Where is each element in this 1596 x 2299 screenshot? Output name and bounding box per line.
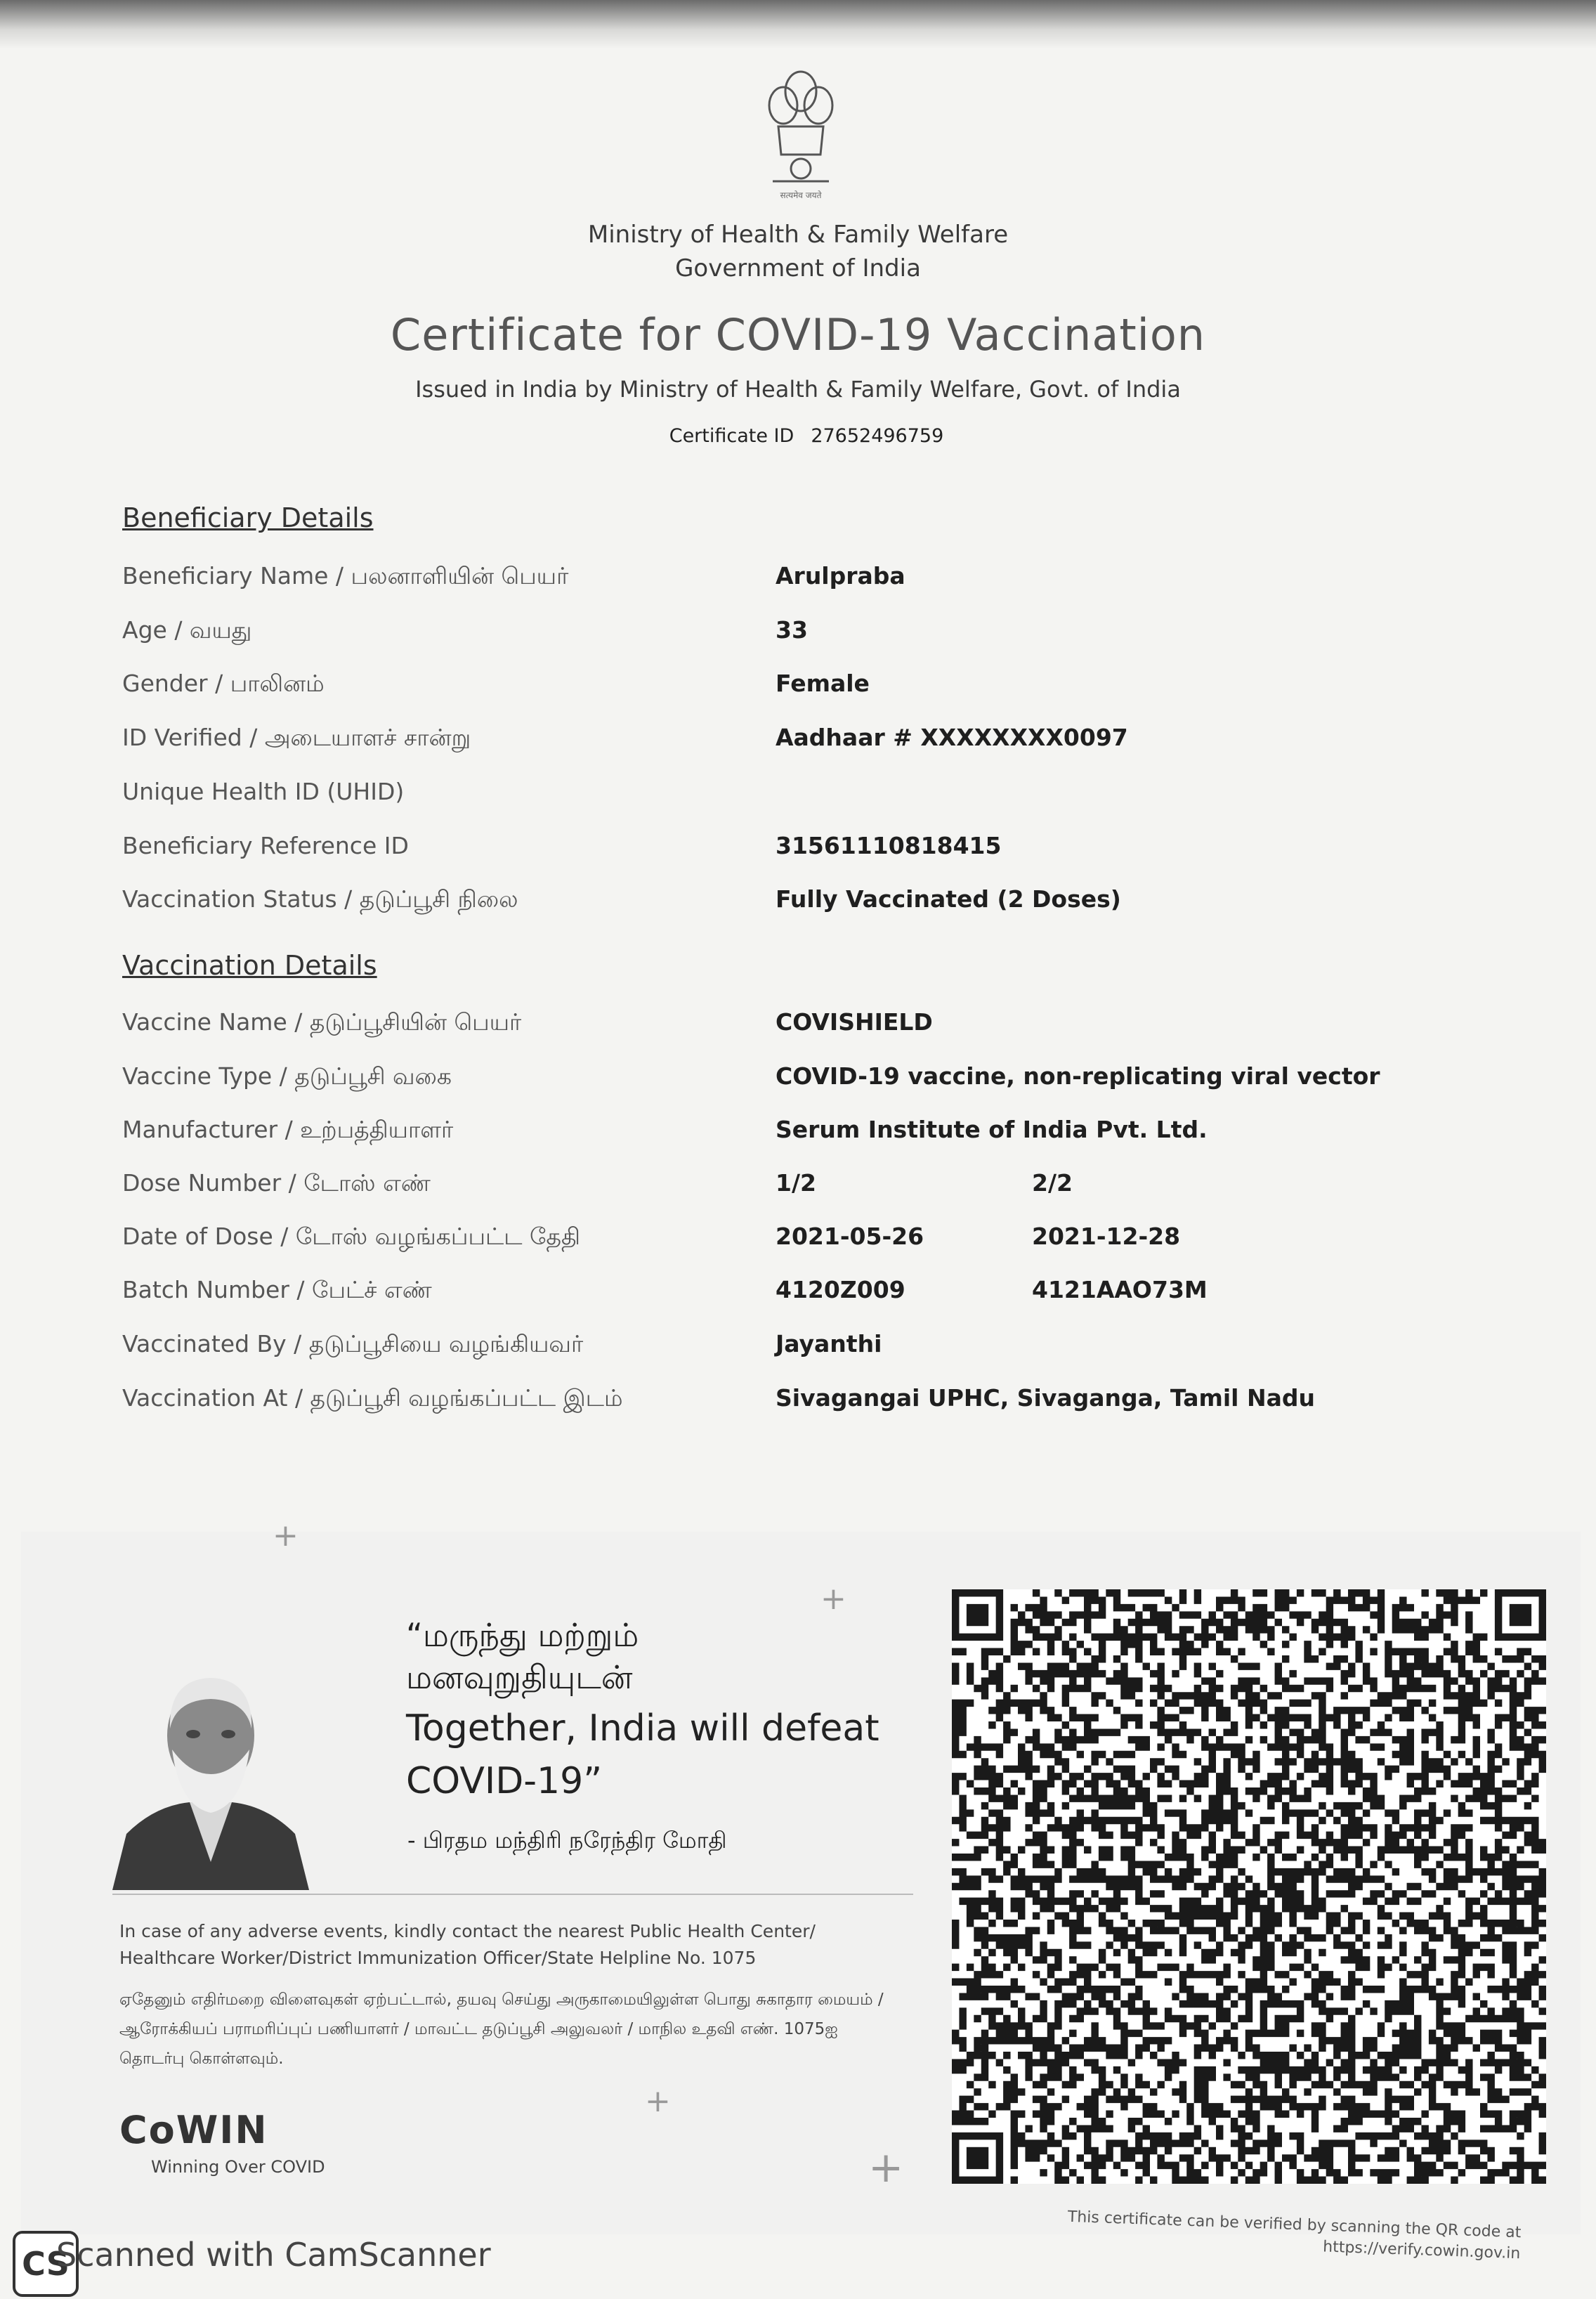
row-value: Arulpraba	[776, 562, 905, 590]
vaccination-row-vaccinated-by	[122, 1330, 1457, 1365]
row-label: Vaccination Status / தடுப்பூசி நிலை	[122, 885, 518, 913]
adverse-events-notice-english: In case of any adverse events, kindly contact the nearest Public Health Center/ Healthcare Worker/District Immunization Officer/State Helpline No. 1075	[119, 1921, 816, 1968]
row-label: Vaccinated By / தடுப்பூசியை வழங்கியவர்	[122, 1330, 584, 1357]
quote-attribution: - பிரதம மந்திரி நரேந்திர மோதி	[407, 1827, 727, 1854]
qr-finder-pattern	[1510, 1604, 1531, 1626]
row-value-dose-2: 2/2	[1032, 1169, 1073, 1197]
certificate-id-value: 27652496759	[811, 425, 944, 447]
row-value: 33	[776, 616, 808, 644]
row-value: COVID-19 vaccine, non-replicating viral vector	[776, 1062, 1380, 1090]
divider	[112, 1894, 913, 1895]
adverse-events-notice-tamil: ஏதேனும் எதிர்மறை விளைவுகள் ஏற்பட்டால், தயவு செய்து அருகாமையிலுள்ள பொது சுகாதார மையம் / ஆரோக்கியப் பராமரிப்புப் பணியாளர் / மாவட்ட தடுப்பூசி அலுவலர் / மாநில உதவி எண். 1075ஐ தொடர்பு கொள்ளவும்.	[119, 1991, 884, 2068]
ministry-line-1: Ministry of Health & Family Welfare	[587, 221, 1009, 249]
qr-code[interactable]	[952, 1589, 1546, 2184]
qr-finder-pattern	[967, 2147, 988, 2169]
certificate-title: Certificate for COVID-19 Vaccination	[390, 309, 1206, 360]
vaccination-row-vaccinated-at	[122, 1384, 1457, 1419]
ministry-line-2: Government of India	[675, 254, 921, 282]
row-label: Vaccine Type / தடுப்பூசி வகை	[122, 1062, 452, 1090]
row-value: Serum Institute of India Pvt. Ltd.	[776, 1116, 1208, 1143]
row-label: Gender / பாலினம்	[122, 670, 325, 697]
row-value: Jayanthi	[776, 1330, 882, 1357]
ministry-name	[0, 218, 1596, 285]
vaccination-details-heading: Vaccination Details	[122, 950, 377, 981]
plus-decoration-icon: +	[868, 2143, 904, 2192]
row-label: Date of Dose / டோஸ் வழங்கப்பட்ட தேதி	[122, 1223, 580, 1250]
beneficiary-row-name	[122, 562, 1457, 597]
row-label: Beneficiary Reference ID	[122, 832, 409, 859]
row-value-dose-2: 4121AAO73M	[1032, 1276, 1208, 1303]
row-value: Fully Vaccinated (2 Doses)	[776, 885, 1121, 913]
row-label: Vaccination At / தடுப்பூசி வழங்கப்பட்ட இடம்	[122, 1384, 623, 1412]
quote-english-line-2: COVID-19”	[406, 1760, 603, 1802]
row-value: Sivagangai UPHC, Sivaganga, Tamil Nadu	[776, 1384, 1315, 1412]
quote-tamil-line-1: “மருந்து மற்றும்	[406, 1616, 639, 1654]
row-label: Beneficiary Name / பலனாளியின் பெயர்	[122, 562, 569, 590]
beneficiary-row-uhid	[122, 778, 1457, 813]
row-value: 4120Z009	[776, 1276, 905, 1303]
row-value: COVISHIELD	[776, 1008, 933, 1036]
vaccination-row-date	[122, 1223, 1457, 1258]
row-label: Unique Health ID (UHID)	[122, 778, 405, 805]
vaccination-row-dose-number	[122, 1169, 1457, 1204]
beneficiary-row-reference-id	[122, 832, 1457, 867]
plus-decoration-icon: +	[273, 1518, 299, 1554]
row-label: Dose Number / டோஸ் எண்	[122, 1169, 431, 1197]
beneficiary-row-age	[122, 616, 1457, 651]
row-value: Female	[776, 670, 870, 697]
row-label: Vaccine Name / தடுப்பூசியின் பெயர்	[122, 1008, 522, 1036]
page-top-shadow	[0, 0, 1596, 49]
row-value: 2021-05-26	[776, 1223, 924, 1250]
row-label: Batch Number / பேட்ச் எண்	[122, 1276, 432, 1303]
row-label: Age / வயது	[122, 616, 252, 644]
qr-finder-pattern	[967, 1604, 988, 1626]
issued-by-text: Issued in India by Ministry of Health & Family Welfare, Govt. of India	[415, 376, 1181, 403]
plus-decoration-icon: +	[645, 2083, 671, 2119]
camscanner-watermark: Scanned with CamScanner	[56, 2236, 491, 2274]
row-label: Manufacturer / உற்பத்தியாளர்	[122, 1116, 454, 1143]
vaccination-row-name	[122, 1008, 1457, 1043]
verification-note: This certificate can be verified by scanning the QR code at https://verify.cowin.gov.in	[1067, 2208, 1522, 2263]
quote-english-line-1: Together, India will defeat	[406, 1707, 879, 1750]
prime-minister-portrait	[112, 1658, 309, 1890]
camscanner-logo: CS	[13, 2231, 79, 2297]
cowin-tagline: Winning Over COVID	[151, 2157, 325, 2177]
row-value: Aadhaar # XXXXXXXX0097	[776, 724, 1128, 751]
national-emblem-icon	[759, 63, 843, 204]
vaccination-row-batch	[122, 1276, 1457, 1311]
vaccination-row-type	[122, 1062, 1457, 1098]
row-value-dose-2: 2021-12-28	[1032, 1223, 1181, 1250]
row-label: ID Verified / அடையாளச் சான்று	[122, 724, 471, 751]
beneficiary-row-gender	[122, 670, 1457, 705]
row-value: 31561110818415	[776, 832, 1002, 859]
beneficiary-row-status	[122, 885, 1457, 920]
row-value: 1/2	[776, 1169, 816, 1197]
beneficiary-details-heading: Beneficiary Details	[122, 502, 374, 533]
quote-tamil-line-2: மனவுறுதியுடன்	[406, 1658, 633, 1696]
certificate-id	[0, 425, 1596, 447]
vaccination-row-manufacturer	[122, 1116, 1457, 1151]
plus-decoration-icon: +	[820, 1581, 846, 1617]
svg-text:सत्यमेव जयते: सत्यमेव जयते	[780, 190, 822, 200]
certificate-id-label: Certificate ID	[669, 425, 794, 447]
beneficiary-row-id-verified	[122, 724, 1457, 759]
cowin-logo: CoWIN	[119, 2108, 268, 2152]
